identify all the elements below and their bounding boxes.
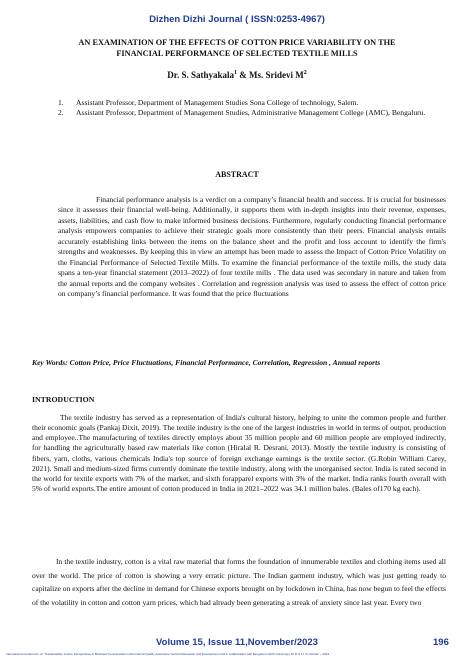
affiliation-text: Assistant Professor, Department of Management Studies Sona College of technology, Salem. [76, 98, 359, 107]
author-1-sup: 1 [233, 70, 237, 76]
author-2: Ms. Sridevi M [248, 70, 304, 80]
paper-title [30, 38, 444, 59]
author-2-sup: 2 [303, 70, 307, 76]
affiliation-number: 1. [58, 98, 64, 107]
abstract-body [58, 195, 446, 300]
conference-note: International Conference on "Sustainability: Future Perspectives in Business"(In association with Internal Quality Assurance Cell And Research and Development cell in collaboration with Bengaluru North University) 16 th & 17 th October – 2023 [6, 652, 330, 656]
affiliation-number: 2. [58, 108, 64, 118]
abstract-text: Financial performance analysis is a verdict on a company’s financial health and success. It is crucial for businesses since it assesses their financial well-being. Additionally, it supports them with in-depth insights into their revenue, expenses, assets, liabilities, and cash flow to make informed business decisions. Furthermore, regularly conducting financial performance analysis empowers companies to achieve their strategic goals more consistently than their peers. Financial analysis entails accurately establishing links between the items on the balance sheet and the profit and loss account to identify the firm's strengths and weaknesses. By keeping this in view an attempt has been made to assess the Impact of Cotton Price Volatility on the Financial Performance of Selected Textile Mills. To examine the financial performance of the textile mills, the study data spans a ten-year financial statement (2013–2022) of four textile mills . The data used was secondary in nature and taken from the annual reports and the company websites . Correlation and regression analysis was used to assess the effect of cotton price on company’s financial performance. It was found that the price fluctuations [58, 195, 446, 299]
author-1: Dr. S. Sathyakala [167, 70, 234, 80]
affiliation-item [58, 108, 448, 118]
footer-volume: Volume 15, Issue 11,November/2023 [156, 637, 318, 648]
introduction-paragraph-1 [32, 413, 446, 494]
introduction-paragraph-2 [32, 555, 446, 609]
abstract-heading: ABSTRACT [215, 170, 259, 179]
introduction-heading: INTRODUCTION [32, 395, 95, 404]
authors [0, 70, 474, 80]
page-number: 196 [433, 637, 449, 648]
journal-header: Dizhen Dizhi Journal ( ISSN:0253-4967) [149, 14, 325, 25]
author-separator: & [236, 70, 249, 80]
affiliation-text: Assistant Professor, Department of Management Studies, Administrative Management College (AMC), Bengaluru. [76, 108, 426, 118]
keywords: Key Words: Cotton Price, Price Fluctuations, Financial Performance, Correlation, Regression , Annual reports [32, 358, 381, 367]
intro-text-1: The textile industry has served as a representation of India's cultural history, helping to unite the common people and further their economic goals (Pankaj Dixit, 2019). The textile industry is the one of the largest industries in world in terms of output, production and employee..The manufacturing of textiles directly employs about 35 million people and 60 million people are employed indirectly, for handling the agriculturally based raw materials like cotton (Hiralal R. Desrani, 2013). Mostly the textile industry is consisting of fibers, yarn, cloths, various chemicals India's top source of foreign exchange earnings is the textile sector. (G.Robin William Carey, 2021). Small and medium-sized firms currently dominate the textile industry, along with the unorganised sector. India is rated second in the world for textile exports with 7% of the market, and sixth forapparel exports with 3% of the market. India ranks fourth overall with 5% of world exports.The entire amount of cotton produced in India in 2021–2022 was 34.1 million bales. (Bales of170 kg each). [32, 413, 446, 494]
title-line-1: AN EXAMINATION OF THE EFFECTS OF COTTON PRICE VARIABILITY ON THE [78, 38, 396, 47]
intro-text-2: In the textile industry, cotton is a vital raw material that forms the foundation of innumerable textiles and clothing items used all over the world. The price of cotton is showing a very erratic picture. The Indian garment industry, which was just getting ready to capitalize on exports after the decline in demand for Chinese exports brought on by lockdown in China, has now begun to feel the effects of the volatility in cotton and cotton yarn prices, which had already been generating a streak of anxiety since last year. Every two [32, 557, 446, 607]
title-line-2: FINANCIAL PERFORMANCE OF SELECTED TEXTILE MILLS [116, 48, 358, 58]
affiliation-item [58, 98, 448, 108]
affiliations [58, 98, 448, 118]
